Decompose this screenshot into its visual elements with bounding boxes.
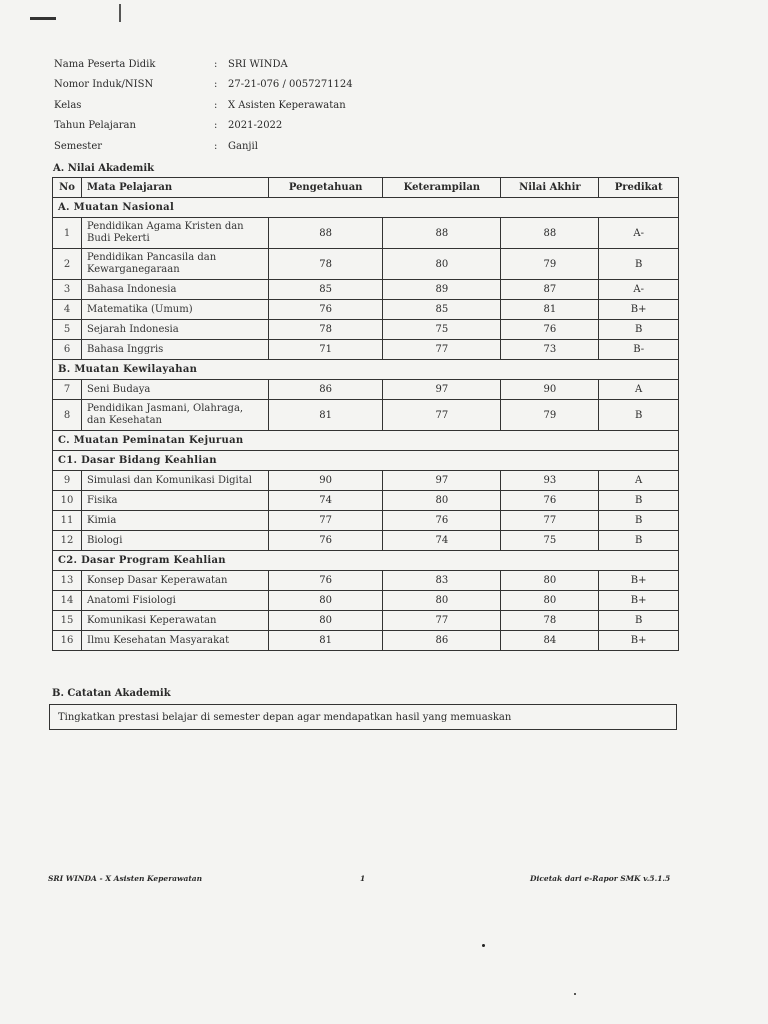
knowledge-score: 88	[269, 218, 383, 249]
academic-note: Tingkatkan prestasi belajar di semester depan agar mendapatkan hasil yang memuaskan	[49, 704, 677, 730]
table-group-row	[53, 431, 679, 451]
skill-score: 80	[383, 491, 501, 511]
scan-mark	[119, 4, 121, 22]
subject-name: Matematika (Umum)	[82, 300, 269, 320]
final-score: 81	[501, 300, 599, 320]
subject-name: Biologi	[82, 531, 269, 551]
table-row	[53, 471, 679, 491]
subject-name: Kimia	[82, 511, 269, 531]
row-number: 11	[53, 511, 82, 531]
predicate-grade: B	[599, 611, 679, 631]
info-row: Nama Peserta Didik : SRI WINDA	[54, 58, 288, 70]
knowledge-score: 86	[269, 380, 383, 400]
predicate-grade: A	[599, 380, 679, 400]
table-row	[53, 531, 679, 551]
scan-mark	[30, 17, 56, 20]
predicate-grade: B-	[599, 340, 679, 360]
row-number: 14	[53, 591, 82, 611]
final-score: 87	[501, 280, 599, 300]
col-header-final: Nilai Akhir	[501, 178, 599, 198]
predicate-grade: A-	[599, 280, 679, 300]
final-score: 73	[501, 340, 599, 360]
final-score: 93	[501, 471, 599, 491]
predicate-grade: B+	[599, 571, 679, 591]
knowledge-score: 77	[269, 511, 383, 531]
table-row	[53, 320, 679, 340]
table-row	[53, 400, 679, 431]
notes-section-title: B. Catatan Akademik	[52, 688, 171, 699]
group-title: C2. Dasar Program Keahlian	[53, 551, 679, 571]
info-value: X Asisten Keperawatan	[228, 99, 346, 111]
final-score: 79	[501, 400, 599, 431]
student-info	[54, 54, 353, 157]
knowledge-score: 71	[269, 340, 383, 360]
knowledge-score: 76	[269, 571, 383, 591]
table-group-row	[53, 451, 679, 471]
grades-table	[52, 177, 679, 651]
scan-speck	[482, 944, 485, 947]
predicate-grade: B	[599, 320, 679, 340]
info-value: Ganjil	[228, 140, 258, 152]
knowledge-score: 76	[269, 300, 383, 320]
col-header-skill: Keterampilan	[383, 178, 501, 198]
subject-name: Bahasa Indonesia	[82, 280, 269, 300]
row-number: 8	[53, 400, 82, 431]
table-row	[53, 631, 679, 651]
table-row	[53, 511, 679, 531]
skill-score: 85	[383, 300, 501, 320]
predicate-grade: B	[599, 491, 679, 511]
footer-printed-by: Dicetak dari e-Rapor SMK v.5.1.5	[530, 874, 671, 883]
skill-score: 75	[383, 320, 501, 340]
predicate-grade: B	[599, 531, 679, 551]
footer-page-number: 1	[360, 874, 366, 883]
final-score: 88	[501, 218, 599, 249]
subject-name: Sejarah Indonesia	[82, 320, 269, 340]
final-score: 76	[501, 491, 599, 511]
row-number: 4	[53, 300, 82, 320]
table-row	[53, 491, 679, 511]
table-row	[53, 571, 679, 591]
final-score: 77	[501, 511, 599, 531]
skill-score: 97	[383, 471, 501, 491]
row-number: 15	[53, 611, 82, 631]
subject-name: Bahasa Inggris	[82, 340, 269, 360]
skill-score: 88	[383, 218, 501, 249]
subject-name: Anatomi Fisiologi	[82, 591, 269, 611]
predicate-grade: B	[599, 249, 679, 280]
predicate-grade: B	[599, 400, 679, 431]
knowledge-score: 78	[269, 320, 383, 340]
knowledge-score: 80	[269, 591, 383, 611]
skill-score: 86	[383, 631, 501, 651]
table-row	[53, 218, 679, 249]
final-score: 80	[501, 591, 599, 611]
info-value: 2021-2022	[228, 120, 283, 132]
info-row: Tahun Pelajaran : 2021-2022	[54, 120, 283, 132]
skill-score: 76	[383, 511, 501, 531]
table-row	[53, 380, 679, 400]
info-label: Tahun Pelajaran	[54, 120, 136, 132]
table-row	[53, 591, 679, 611]
final-score: 78	[501, 611, 599, 631]
final-score: 79	[501, 249, 599, 280]
row-number: 6	[53, 340, 82, 360]
final-score: 90	[501, 380, 599, 400]
col-header-knowledge: Pengetahuan	[269, 178, 383, 198]
skill-score: 77	[383, 611, 501, 631]
subject-name: Simulasi dan Komunikasi Digital	[82, 471, 269, 491]
col-header-predicate: Predikat	[599, 178, 679, 198]
footer-student: SRI WINDA - X Asisten Keperawatan	[48, 874, 203, 883]
info-value: 27-21-076 / 0057271124	[228, 79, 353, 91]
final-score: 76	[501, 320, 599, 340]
row-number: 1	[53, 218, 82, 249]
predicate-grade: B+	[599, 300, 679, 320]
skill-score: 77	[383, 340, 501, 360]
group-title: C. Muatan Peminatan Kejuruan	[53, 431, 679, 451]
knowledge-score: 81	[269, 631, 383, 651]
table-group-row	[53, 360, 679, 380]
group-title: A. Muatan Nasional	[53, 198, 679, 218]
subject-name: Ilmu Kesehatan Masyarakat	[82, 631, 269, 651]
knowledge-score: 85	[269, 280, 383, 300]
predicate-grade: B+	[599, 631, 679, 651]
row-number: 16	[53, 631, 82, 651]
row-number: 5	[53, 320, 82, 340]
subject-name: Konsep Dasar Keperawatan	[82, 571, 269, 591]
info-label: Kelas	[54, 99, 82, 111]
row-number: 10	[53, 491, 82, 511]
subject-name: Seni Budaya	[82, 380, 269, 400]
group-title: B. Muatan Kewilayahan	[53, 360, 679, 380]
table-row	[53, 340, 679, 360]
table-row	[53, 249, 679, 280]
knowledge-score: 80	[269, 611, 383, 631]
table-header-row	[53, 178, 679, 198]
table-row	[53, 611, 679, 631]
info-label: Nama Peserta Didik	[54, 58, 156, 70]
info-label: Nomor Induk/NISN	[54, 79, 154, 91]
table-row	[53, 280, 679, 300]
skill-score: 80	[383, 591, 501, 611]
info-value: SRI WINDA	[228, 58, 288, 70]
row-number: 3	[53, 280, 82, 300]
knowledge-score: 76	[269, 531, 383, 551]
subject-name: Pendidikan Pancasila dan Kewarganegaraan	[82, 249, 269, 280]
knowledge-score: 78	[269, 249, 383, 280]
final-score: 80	[501, 571, 599, 591]
subject-name: Pendidikan Agama Kristen dan Budi Pekerti	[82, 218, 269, 249]
academic-section-title: A. Nilai Akademik	[53, 163, 155, 174]
knowledge-score: 74	[269, 491, 383, 511]
group-title: C1. Dasar Bidang Keahlian	[53, 451, 679, 471]
skill-score: 74	[383, 531, 501, 551]
skill-score: 80	[383, 249, 501, 280]
predicate-grade: A-	[599, 218, 679, 249]
final-score: 84	[501, 631, 599, 651]
info-row: Nomor Induk/NISN : 27-21-076 / 0057271124	[54, 79, 353, 91]
predicate-grade: B	[599, 511, 679, 531]
row-number: 9	[53, 471, 82, 491]
skill-score: 97	[383, 380, 501, 400]
subject-name: Komunikasi Keperawatan	[82, 611, 269, 631]
knowledge-score: 81	[269, 400, 383, 431]
col-header-no: No	[53, 178, 82, 198]
skill-score: 77	[383, 400, 501, 431]
info-row: Kelas : X Asisten Keperawatan	[54, 99, 346, 111]
table-group-row	[53, 198, 679, 218]
row-number: 2	[53, 249, 82, 280]
info-label: Semester	[54, 140, 103, 152]
final-score: 75	[501, 531, 599, 551]
knowledge-score: 90	[269, 471, 383, 491]
row-number: 13	[53, 571, 82, 591]
predicate-grade: B+	[599, 591, 679, 611]
col-header-subject: Mata Pelajaran	[82, 178, 269, 198]
table-group-row	[53, 551, 679, 571]
subject-name: Fisika	[82, 491, 269, 511]
subject-name: Pendidikan Jasmani, Olahraga, dan Kesehatan	[82, 400, 269, 431]
skill-score: 83	[383, 571, 501, 591]
row-number: 12	[53, 531, 82, 551]
table-row	[53, 300, 679, 320]
row-number: 7	[53, 380, 82, 400]
predicate-grade: A	[599, 471, 679, 491]
skill-score: 89	[383, 280, 501, 300]
info-row: Semester : Ganjil	[54, 140, 258, 152]
scan-speck	[574, 993, 576, 995]
